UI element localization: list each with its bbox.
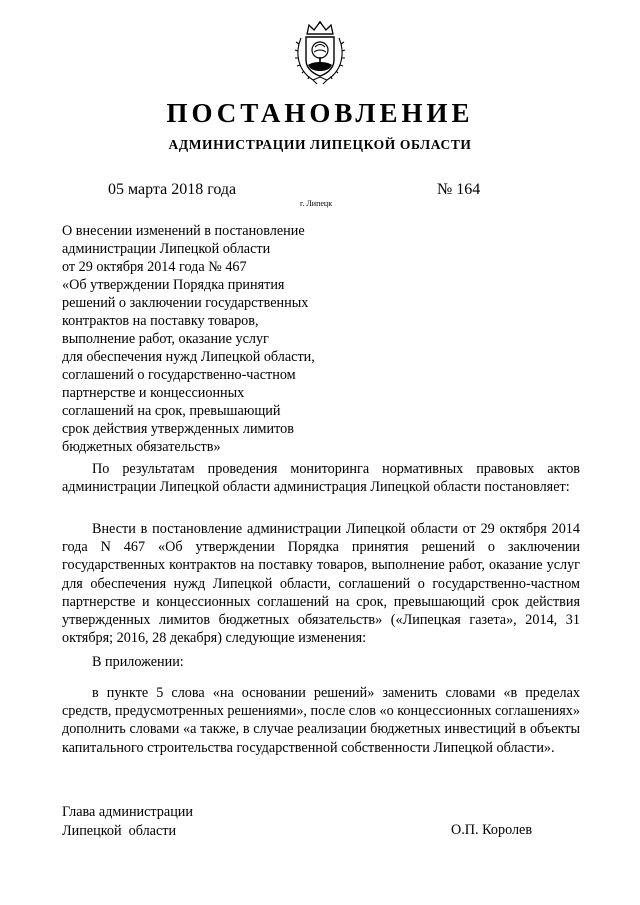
subject-line: для обеспечения нужд Липецкой области, bbox=[62, 349, 315, 365]
subject-line: бюджетных обязательств» bbox=[62, 439, 221, 455]
document-number: № 164 bbox=[437, 181, 481, 198]
subject-line: «Об утверждении Порядка принятия bbox=[62, 277, 285, 293]
subject-line: контрактов на поставку товаров, bbox=[62, 313, 259, 329]
subject-line: выполнение работ, оказание услуг bbox=[62, 331, 269, 347]
document-title: ПОСТАНОВЛЕНИЕ bbox=[166, 98, 474, 128]
subject-line: соглашений о государственно-частном bbox=[62, 367, 296, 383]
subject-line: администрации Липецкой области bbox=[62, 241, 271, 257]
body-paragraph-3: В приложении: bbox=[92, 654, 184, 670]
subject-line: от 29 октября 2014 года № 467 bbox=[62, 259, 247, 275]
document-date: 05 марта 2018 года bbox=[108, 181, 237, 198]
signatory-name: О.П. Королев bbox=[451, 822, 533, 838]
body-paragraph-4: в пункте 5 слова «на основании решений» заменить словами «в пределах средств, предусмотренных решениями», после слов «о концессионных соглашениях» дополнить словами «а также, в случае реализации бюджетных инвестиций в объекты капитального строительства государственной собственности Липецкой области». bbox=[62, 685, 580, 756]
signatory-title bbox=[62, 803, 193, 841]
lipetsk-oblast-coat-of-arms-icon bbox=[293, 20, 347, 86]
signatory-title-line: Глава администрации bbox=[62, 804, 193, 820]
subject-line: О внесении изменений в постановление bbox=[62, 223, 305, 239]
body-paragraph-1: По результатам проведения мониторинга нормативных правовых актов администрации Липецкой области администрация Липецкой области постановляет: bbox=[62, 461, 580, 496]
document-city: г. Липецк bbox=[300, 199, 333, 208]
body-paragraph-2: Внести в постановление администрации Липецкой области от 29 октября 2014 года N 467 «Об утверждении Порядка принятия решений о заключении государственных контрактов на поставку товаров, выполнение работ, оказание услуг для обеспечения нужд Липецкой области, соглашений о государственно-частном партнерстве и концессионных соглашений на срок, превышающий срок действия утвержденных лимитов бюджетных обязательств» («Липецкая газета», 2014, 31 октября; 2016, 28 декабря) следующие изменения: bbox=[62, 521, 580, 647]
subject-line: соглашений на срок, превышающий bbox=[62, 403, 281, 419]
subject-line: решений о заключении государственных bbox=[62, 295, 309, 311]
document-subject bbox=[62, 222, 362, 456]
document-subtitle: АДМИНИСТРАЦИИ ЛИПЕЦКОЙ ОБЛАСТИ bbox=[168, 137, 472, 152]
subject-line: партнерстве и концессионных bbox=[62, 385, 245, 401]
subject-line: срок действия утвержденных лимитов bbox=[62, 421, 294, 437]
signatory-title-line: Липецкой области bbox=[62, 823, 177, 839]
